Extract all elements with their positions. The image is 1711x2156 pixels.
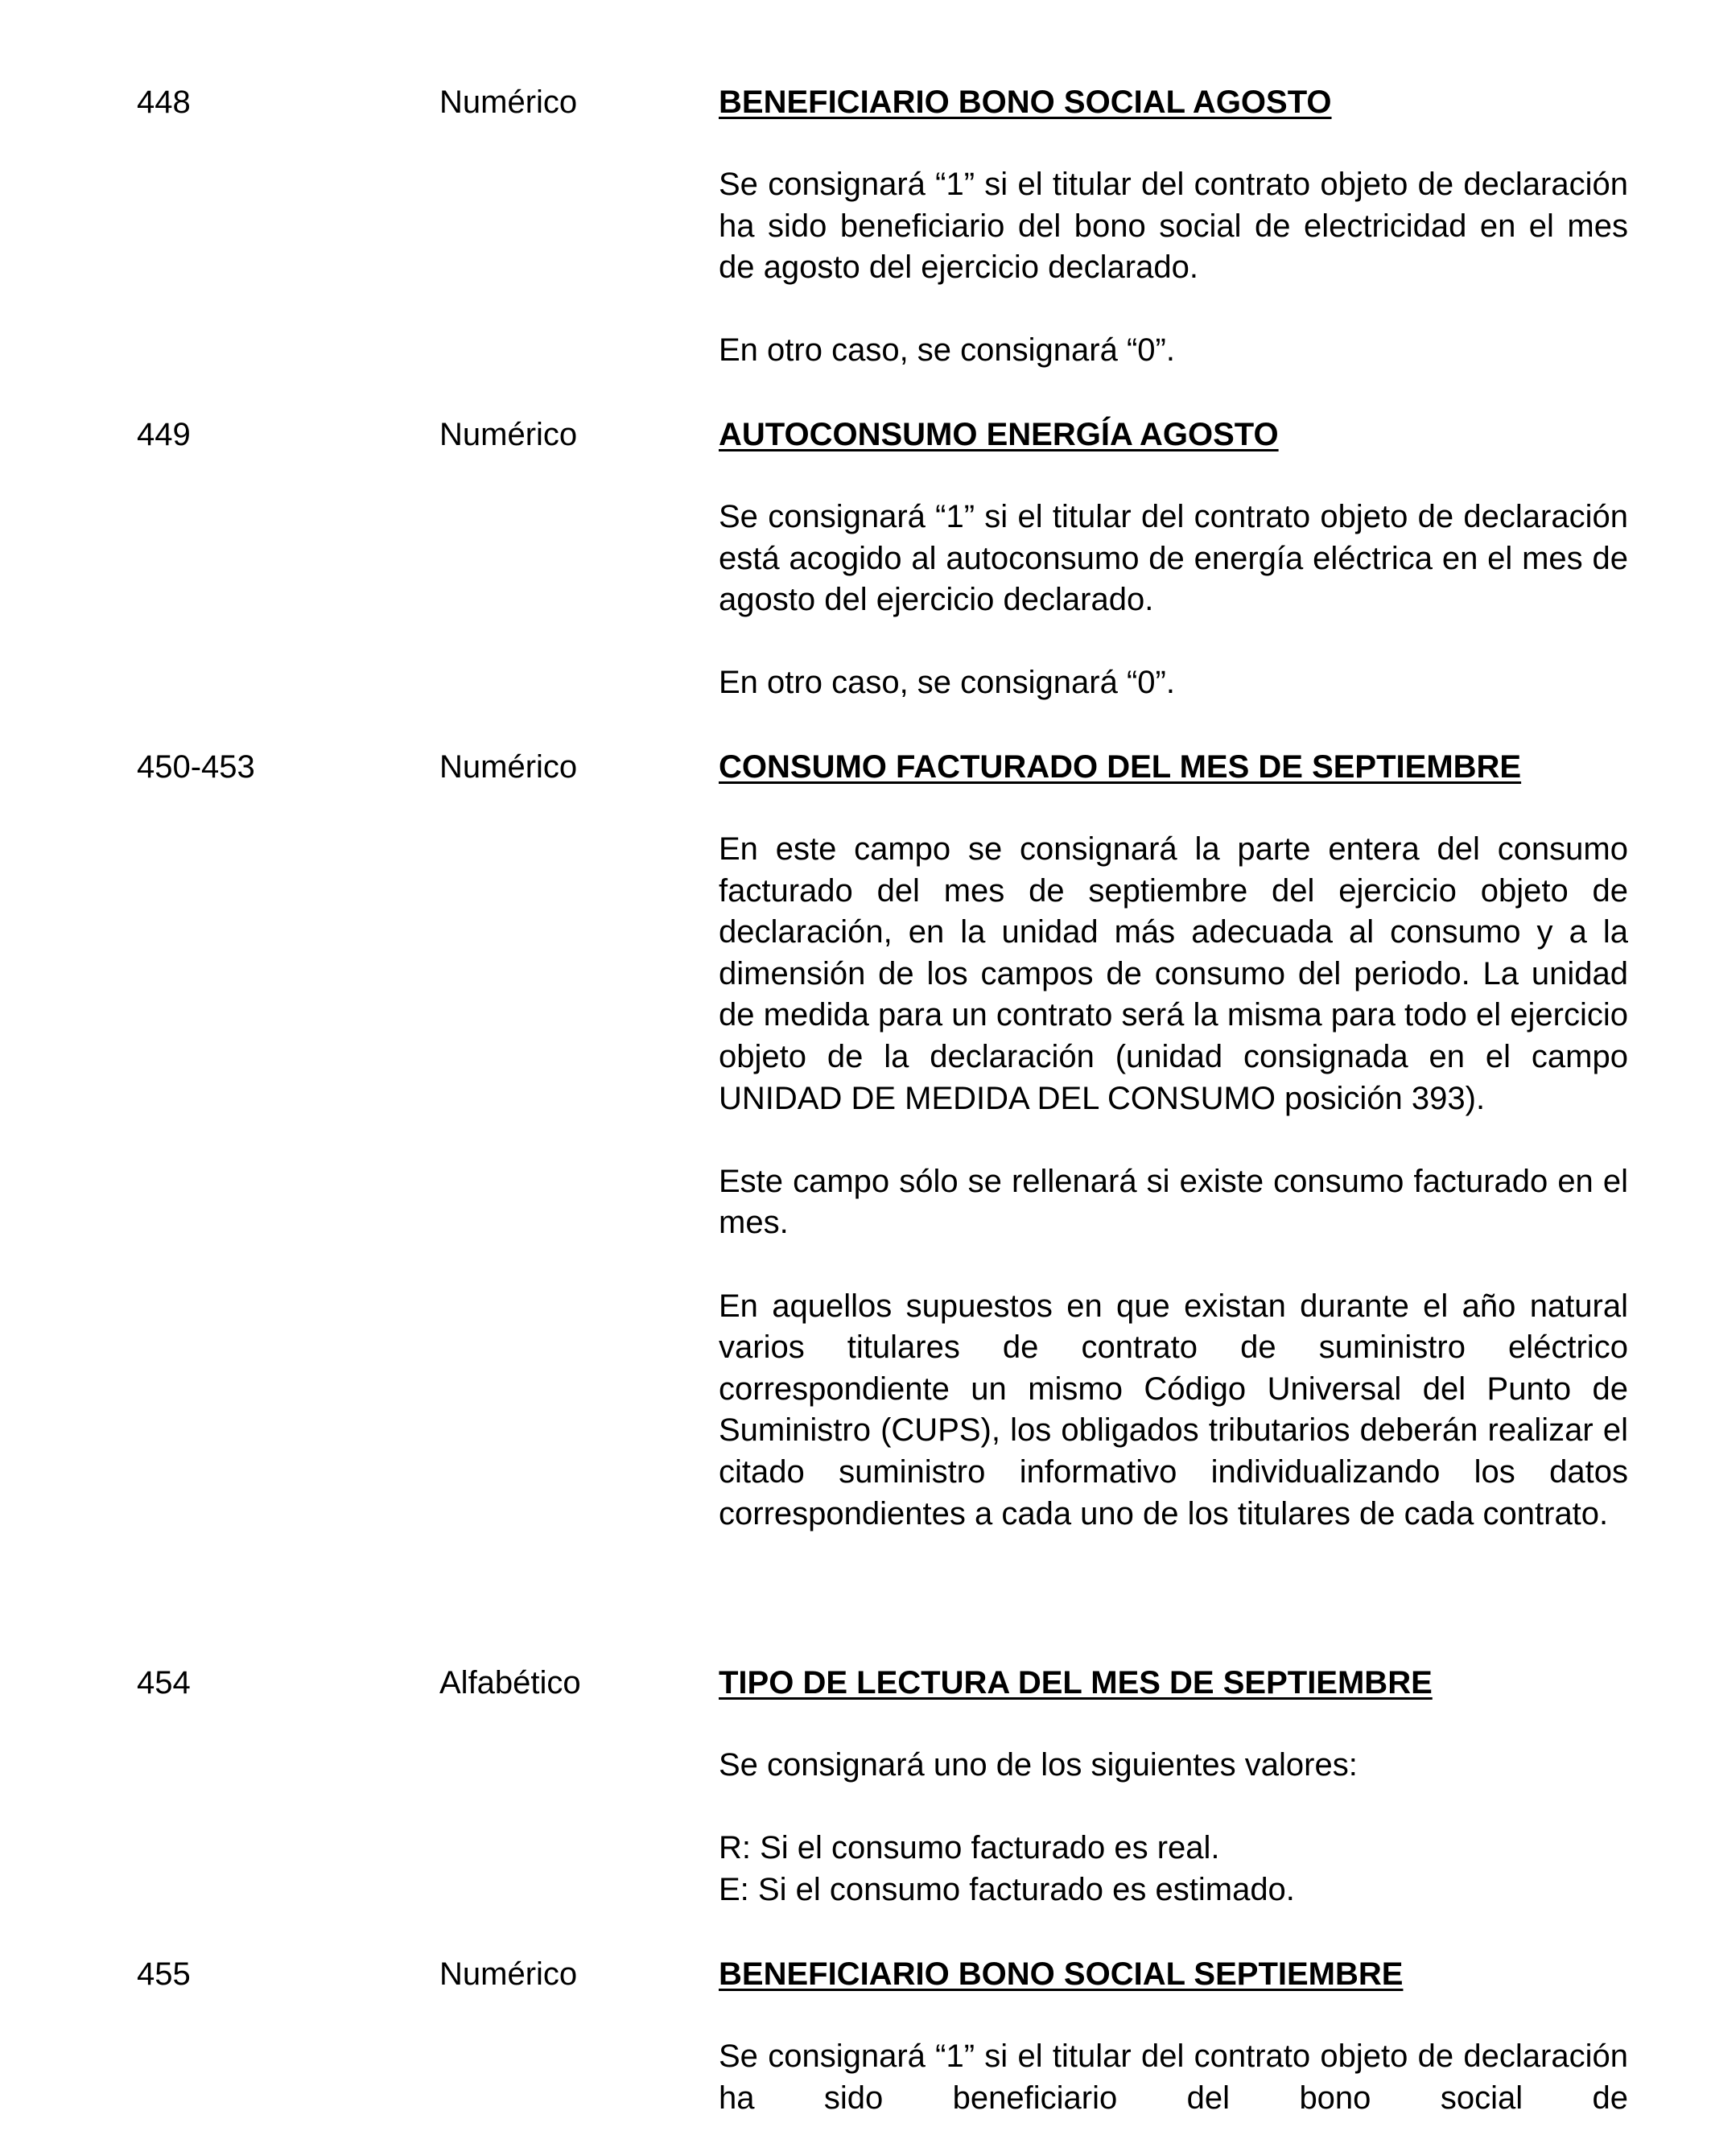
description-paragraph: Se consignará “1” si el titular del contrato objeto de declaración ha sido beneficiario del bono social de <box>719 2039 1628 2116</box>
value-option: R: Si el consumo facturado es real. <box>719 1830 1220 1866</box>
field-description <box>719 1745 1628 1911</box>
field-position: 449 <box>137 417 191 452</box>
field-type: Numérico <box>439 417 578 452</box>
description-paragraph: Se consignará “1” si el titular del contrato objeto de declaración está acogido al autoconsumo de energía eléctrica en el mes de agosto del ejercicio declarado. <box>719 499 1628 618</box>
description-paragraph: En este campo se consignará la parte entera del consumo facturado del mes de septiembre del ejercicio objeto de declaración, en la unidad más adecuada al consumo y a la dimensión de los campos de consumo del periodo. La unidad de medida para un contrato será la misma para todo el ejercicio objeto de la declaración (unidad consignada en el campo UNIDAD DE MEDIDA DEL CONSUMO posición 393). <box>719 831 1628 1116</box>
description-paragraph: Este campo sólo se rellenará si existe consumo facturado en el mes. <box>719 1163 1628 1241</box>
field-title: TIPO DE LECTURA DEL MES DE SEPTIEMBRE <box>719 1665 1433 1700</box>
description-paragraph: En otro caso, se consignará “0”. <box>719 332 1175 369</box>
field-description <box>719 2036 1628 2119</box>
field-type: Numérico <box>439 85 578 120</box>
description-paragraph: Se consignará uno de los siguientes valores: <box>719 1747 1358 1783</box>
field-type: Alfabético <box>439 1665 581 1700</box>
field-position: 448 <box>137 85 191 120</box>
field-title: BENEFICIARIO BONO SOCIAL AGOSTO <box>719 85 1332 120</box>
field-type: Numérico <box>439 1956 578 1992</box>
field-title: CONSUMO FACTURADO DEL MES DE SEPTIEMBRE <box>719 749 1522 785</box>
field-position: 455 <box>137 1956 191 1992</box>
field-description <box>719 497 1628 704</box>
field-description <box>719 829 1628 1535</box>
field-position: 454 <box>137 1665 191 1700</box>
description-paragraph: Se consignará “1” si el titular del contrato objeto de declaración ha sido beneficiario del bono social de electricidad en el mes de agosto del ejercicio declarado. <box>719 167 1628 286</box>
value-list <box>719 1828 1628 1911</box>
field-description <box>719 164 1628 372</box>
field-title: BENEFICIARIO BONO SOCIAL SEPTIEMBRE <box>719 1956 1404 1992</box>
description-paragraph: En otro caso, se consignará “0”. <box>719 665 1175 701</box>
description-paragraph: En aquellos supuestos en que existan durante el año natural varios titulares de contrato de suministro eléctrico correspondiente un mismo Código Universal del Punto de Suministro (CUPS), los obligados tributarios deberán realizar el citado suministro informativo individualizando los datos correspondientes a cada uno de los titulares de cada contrato. <box>719 1288 1628 1531</box>
field-position: 450-453 <box>137 749 255 785</box>
field-title: AUTOCONSUMO ENERGÍA AGOSTO <box>719 417 1279 452</box>
field-type: Numérico <box>439 749 578 785</box>
value-option: E: Si el consumo facturado es estimado. <box>719 1871 1295 1907</box>
